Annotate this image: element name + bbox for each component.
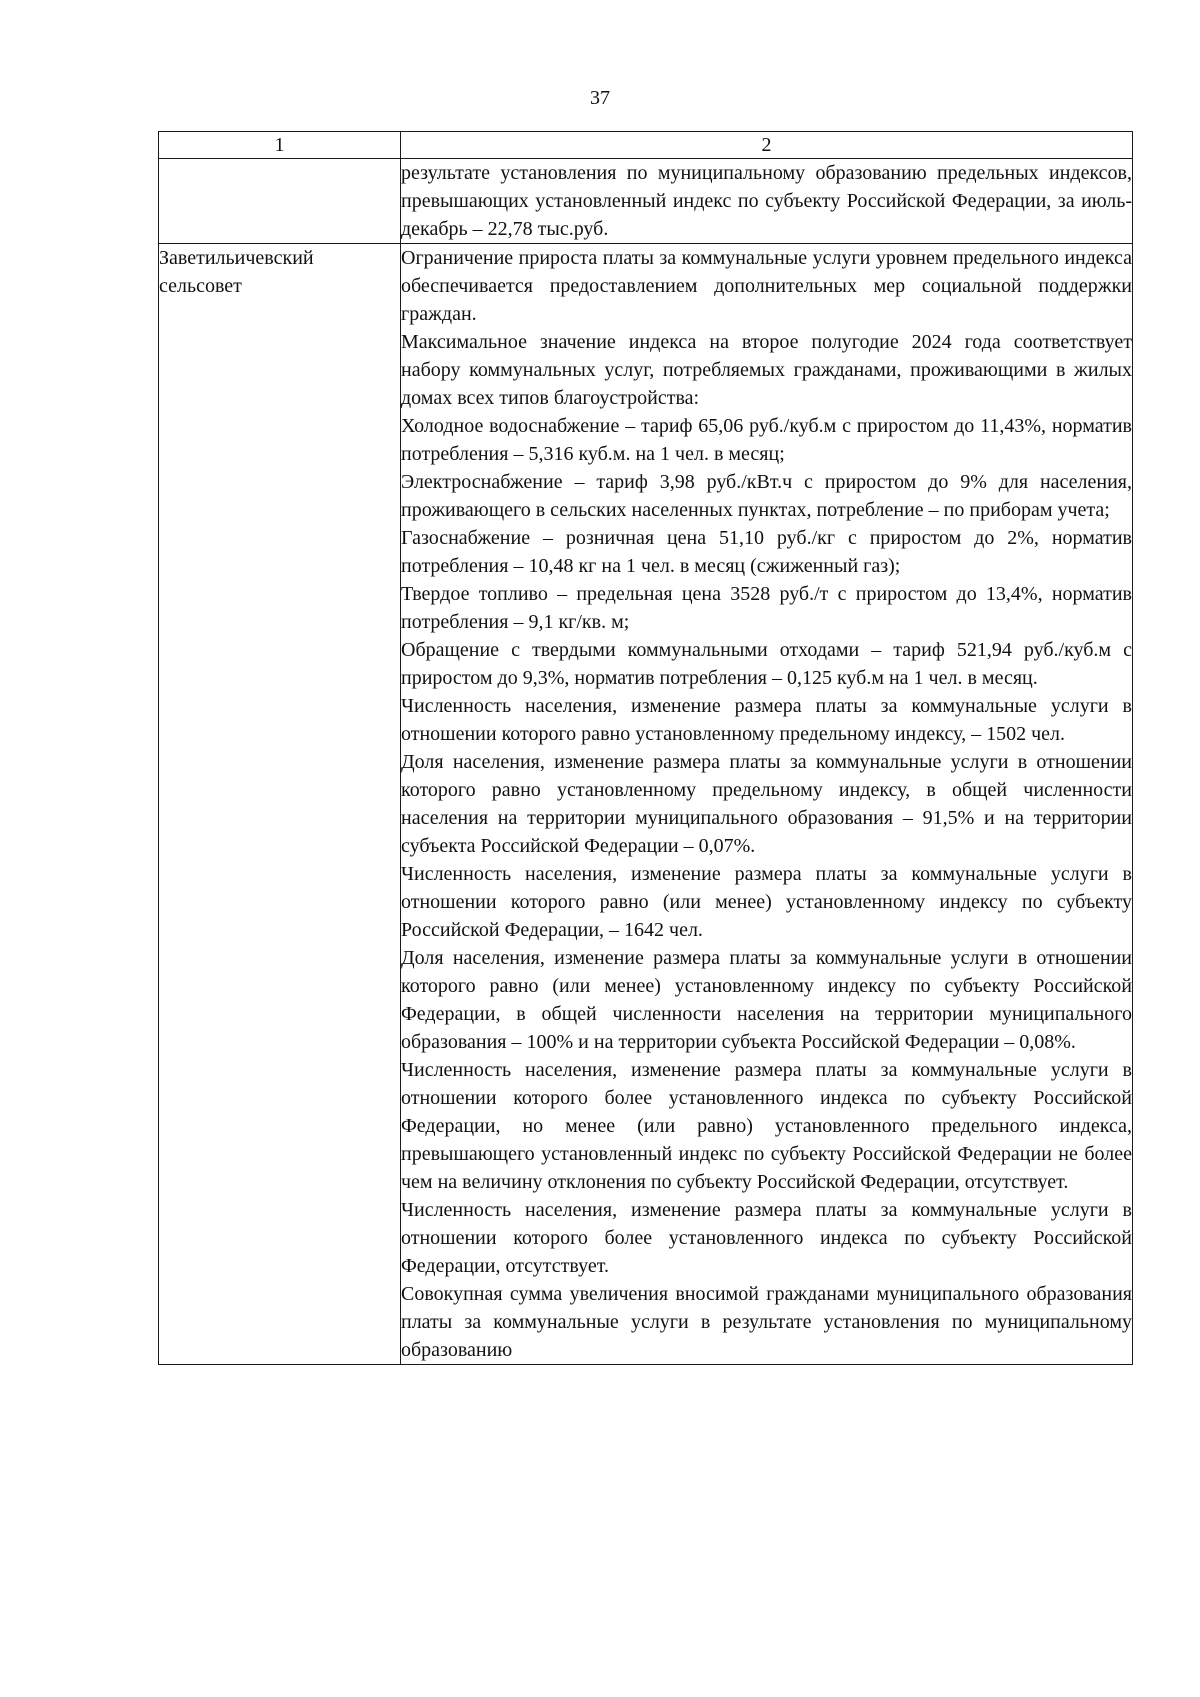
table-row <box>159 159 1133 244</box>
paragraph: результате установления по муниципальному образованию предельных индексов, превышающих установленный индекс по субъекту Российской Федерации, за июль-декабрь – 22,78 тыс.руб. <box>401 162 1132 240</box>
table-header-row <box>159 132 1133 159</box>
paragraph: Максимальное значение индекса на второе полугодие 2024 года соответствует набору коммунальных услуг, потребляемых гражданами, проживающими в жилых домах всех типов благоустройства: <box>401 331 1132 409</box>
paragraph: Обращение с твердыми коммунальными отходами – тариф 521,94 руб./куб.м с приростом до 9,3%, норматив потребления – 0,125 куб.м на 1 чел. в месяц. <box>401 639 1132 689</box>
paragraph: Численность населения, изменение размера платы за коммунальные услуги в отношении которого более установленного индекса по субъекту Российской Федерации, отсутствует. <box>401 1199 1132 1277</box>
page-number: 37 <box>590 87 610 109</box>
paragraph: Холодное водоснабжение – тариф 65,06 руб./куб.м с приростом до 11,43%, норматив потребления – 5,316 куб.м. на 1 чел. в месяц; <box>401 415 1132 465</box>
description-cell <box>401 244 1133 1365</box>
paragraph: Газоснабжение – розничная цена 51,10 руб./кг с приростом до 2%, норматив потребления – 10,48 кг на 1 чел. в месяц (сжиженный газ); <box>401 527 1132 577</box>
tariff-table <box>158 131 1133 1365</box>
paragraph: Электроснабжение – тариф 3,98 руб./кВт.ч с приростом до 9% для населения, проживающего в сельских населенных пунктах, потребление – по приборам учета; <box>401 471 1132 521</box>
column-header-2: 2 <box>401 132 1133 159</box>
paragraph: Численность населения, изменение размера платы за коммунальные услуги в отношении которого равно (или менее) установленному индексу по субъекту Российской Федерации, – 1642 чел. <box>401 863 1132 941</box>
paragraph: Численность населения, изменение размера платы за коммунальные услуги в отношении которого равно установленному предельному индексу, – 1502 чел. <box>401 695 1132 745</box>
table-row <box>159 244 1133 1365</box>
description-cell <box>401 159 1133 244</box>
paragraph: Совокупная сумма увеличения вносимой гражданами муниципального образования платы за коммунальные услуги в результате установления по муниципальному образованию <box>401 1283 1132 1361</box>
paragraph: Численность населения, изменение размера платы за коммунальные услуги в отношении которого более установленного индекса по субъекту Российской Федерации, но менее (или равно) установленного предельного индекса, превышающего установленный индекс по субъекту Российской Федерации не более чем на величину отклонения по субъекту Российской Федерации, отсутствует. <box>401 1059 1132 1193</box>
paragraph: Ограничение прироста платы за коммунальные услуги уровнем предельного индекса обеспечивается предоставлением дополнительных мер социальной поддержки граждан. <box>401 247 1132 325</box>
paragraph: Доля населения, изменение размера платы за коммунальные услуги в отношении которого равно (или менее) установленному индексу по субъекту Российской Федерации, в общей численности населения на территории муниципального образования – 100% и на территории субъекта Российской Федерации – 0,08%. <box>401 947 1132 1053</box>
column-header-1: 1 <box>159 132 401 159</box>
municipality-cell <box>159 159 401 244</box>
paragraph: Твердое топливо – предельная цена 3528 руб./т с приростом до 13,4%, норматив потребления – 9,1 кг/кв. м; <box>401 583 1132 633</box>
municipality-cell: Заветильичевский сельсовет <box>159 244 401 1365</box>
paragraph: Доля населения, изменение размера платы за коммунальные услуги в отношении которого равно установленному предельному индексу, в общей численности населения на территории муниципального образования – 91,5% и на территории субъекта Российской Федерации – 0,07%. <box>401 751 1132 857</box>
